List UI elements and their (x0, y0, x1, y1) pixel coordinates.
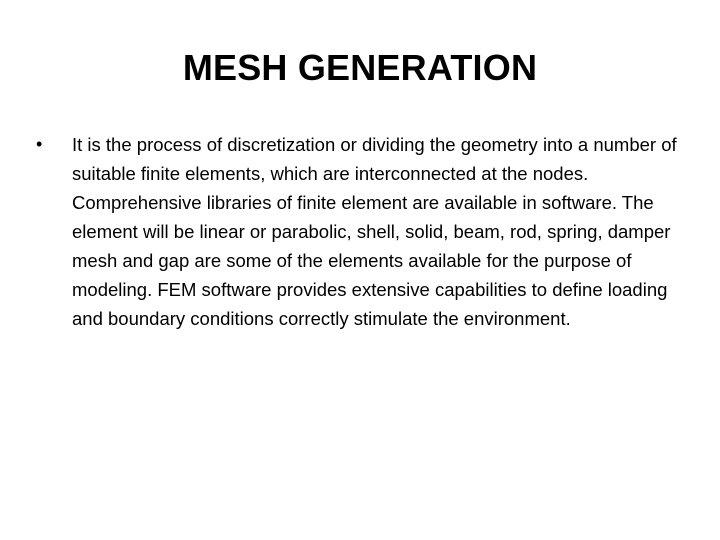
bullet-item (36, 130, 686, 333)
slide-title: MESH GENERATION (182, 47, 538, 88)
bullet-list (36, 130, 686, 333)
bullet-marker: • (36, 134, 43, 154)
bullet-text: It is the process of discretization or dividing the geometry into a number of suitable finite elements, which are interconnected at the nodes. Comprehensive libraries of finite element are available in software. The element will be linear or parabolic, shell, solid, beam, rod, spring, damper mesh and gap are some of the elements available for the purpose of modeling. FEM software provides extensive capabilities to define loading and boundary conditions correctly stimulate the environment. (72, 134, 677, 329)
